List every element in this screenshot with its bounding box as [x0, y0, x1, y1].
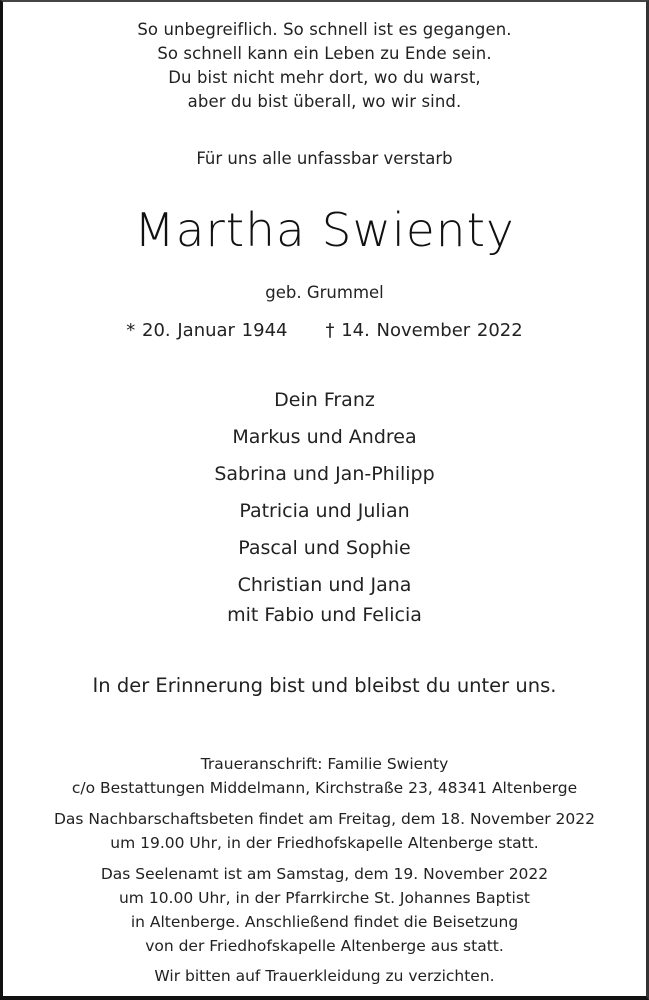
- family-member: Pascal und Sophie: [238, 537, 411, 559]
- family-member: Patricia und Julian: [239, 500, 410, 522]
- prayer-info-line: um 19.00 Uhr, in der Friedhofskapelle Altenberge statt.: [110, 834, 539, 852]
- address-line: c/o Bestattungen Middelmann, Kirchstraße 23, 48341 Altenberge: [71, 779, 578, 797]
- requiem-info-line: um 10.00 Uhr, in der Pfarrkirche St. Johannes Baptist: [118, 889, 530, 907]
- poem-line: aber du bist überall, wo wir sind.: [187, 92, 462, 111]
- prayer-info-line: Das Nachbarschaftsbeten findet am Freitag, dem 18. November 2022: [54, 810, 595, 828]
- birth-date: * 20. Januar 1944: [126, 320, 288, 341]
- poem-line: Du bist nicht mehr dort, wo du warst,: [168, 68, 481, 87]
- requiem-info-line: in Altenberge. Anschließend findet die Beisetzung: [130, 913, 519, 931]
- deceased-name: Martha Swienty: [134, 203, 515, 257]
- dress-code-note: Wir bitten auf Trauerkleidung zu verzichten.: [154, 967, 495, 985]
- family-member: Dein Franz: [274, 389, 375, 411]
- memorial-motto: In der Erinnerung bist und bleibst du unter uns.: [92, 674, 557, 697]
- family-member: Markus und Andrea: [232, 426, 417, 448]
- requiem-info-line: Das Seelenamt ist am Samstag, dem 19. November 2022: [100, 865, 549, 883]
- address-line: Traueranschrift: Familie Swienty: [200, 755, 449, 773]
- family-member: mit Fabio und Felicia: [227, 604, 422, 626]
- family-member: Christian und Jana: [237, 574, 412, 596]
- death-date: † 14. November 2022: [325, 320, 523, 341]
- poem-line: So schnell kann ein Leben zu Ende sein.: [157, 44, 492, 63]
- intro-text: Für uns alle unfassbar verstarb: [196, 149, 453, 168]
- life-dates: [3, 320, 646, 341]
- requiem-info-line: von der Friedhofskapelle Altenberge aus statt.: [145, 937, 504, 955]
- family-member: Sabrina und Jan-Philipp: [214, 463, 435, 485]
- poem-line: So unbegreiflich. So schnell ist es gegangen.: [137, 20, 512, 39]
- maiden-name: geb. Grummel: [265, 283, 384, 302]
